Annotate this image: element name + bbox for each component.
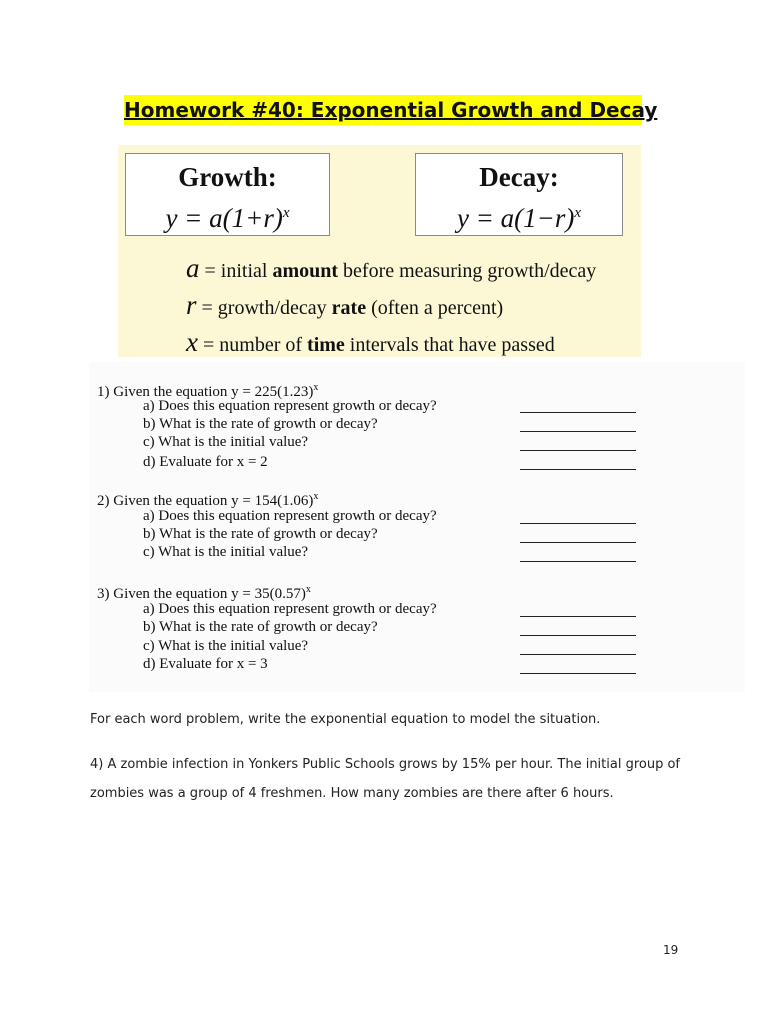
answer-blank[interactable] bbox=[520, 523, 636, 524]
answer-blank[interactable] bbox=[520, 673, 636, 674]
decay-label: Decay: bbox=[479, 162, 559, 192]
definition-x: x = number of time intervals that have passed bbox=[186, 327, 555, 357]
decay-formula-box bbox=[415, 153, 623, 236]
question-1d: d) Evaluate for x = 2 bbox=[143, 454, 268, 470]
question-2a: a) Does this equation represent growth or decay? bbox=[143, 508, 437, 524]
formula-panel bbox=[118, 145, 641, 357]
question-3b: b) What is the rate of growth or decay? bbox=[143, 619, 378, 635]
growth-formula: $y = a(1+r)^x$ bbox=[165, 203, 290, 233]
question-1-stem: 1) Given the equation $y = 225(1.23)^x$ bbox=[97, 382, 319, 400]
growth-formula-box bbox=[125, 153, 330, 236]
answer-blank[interactable] bbox=[520, 616, 636, 617]
answer-blank[interactable] bbox=[520, 412, 636, 413]
answer-blank[interactable] bbox=[520, 450, 636, 451]
answer-blank[interactable] bbox=[520, 654, 636, 655]
page-number: 19 bbox=[663, 943, 679, 957]
question-3d: d) Evaluate for x = 3 bbox=[143, 656, 268, 672]
question-2-stem: 2) Given the equation $y = 154(1.06)^x$ bbox=[97, 491, 319, 509]
problem-4: 4) A zombie infection in Yonkers Public Schools grows by 15% per hour. The initial group of zombies was a group of 4 freshmen. How many zombies are there after 6 hours. bbox=[90, 757, 681, 801]
instructions: For each word problem, write the exponential equation to model the situation. bbox=[90, 712, 601, 727]
answer-blank[interactable] bbox=[520, 542, 636, 543]
growth-label: Growth: bbox=[178, 162, 277, 192]
question-panel bbox=[89, 362, 745, 692]
question-2c: c) What is the initial value? bbox=[143, 544, 309, 560]
variable-definitions bbox=[186, 251, 596, 362]
answer-blank[interactable] bbox=[520, 431, 636, 432]
answer-blank[interactable] bbox=[520, 561, 636, 562]
question-1c: c) What is the initial value? bbox=[143, 434, 309, 450]
question-3-stem: 3) Given the equation $y = 35(0.57)^x$ bbox=[97, 584, 311, 602]
question-2b: b) What is the rate of growth or decay? bbox=[143, 526, 378, 542]
question-1b: b) What is the rate of growth or decay? bbox=[143, 416, 378, 432]
decay-formula: $y = a(1-r)^x$ bbox=[456, 203, 582, 233]
question-1a: a) Does this equation represent growth or decay? bbox=[143, 398, 437, 414]
answer-blank[interactable] bbox=[520, 469, 636, 470]
definition-r: r = growth/decay rate (often a percent) bbox=[186, 290, 504, 320]
page-title: Homework #40: Exponential Growth and Decay bbox=[124, 95, 642, 125]
answer-blank[interactable] bbox=[520, 635, 636, 636]
definition-a: a = initial amount before measuring growth/decay bbox=[186, 253, 597, 283]
question-3c: c) What is the initial value? bbox=[143, 638, 309, 654]
question-3a: a) Does this equation represent growth or decay? bbox=[143, 601, 437, 617]
